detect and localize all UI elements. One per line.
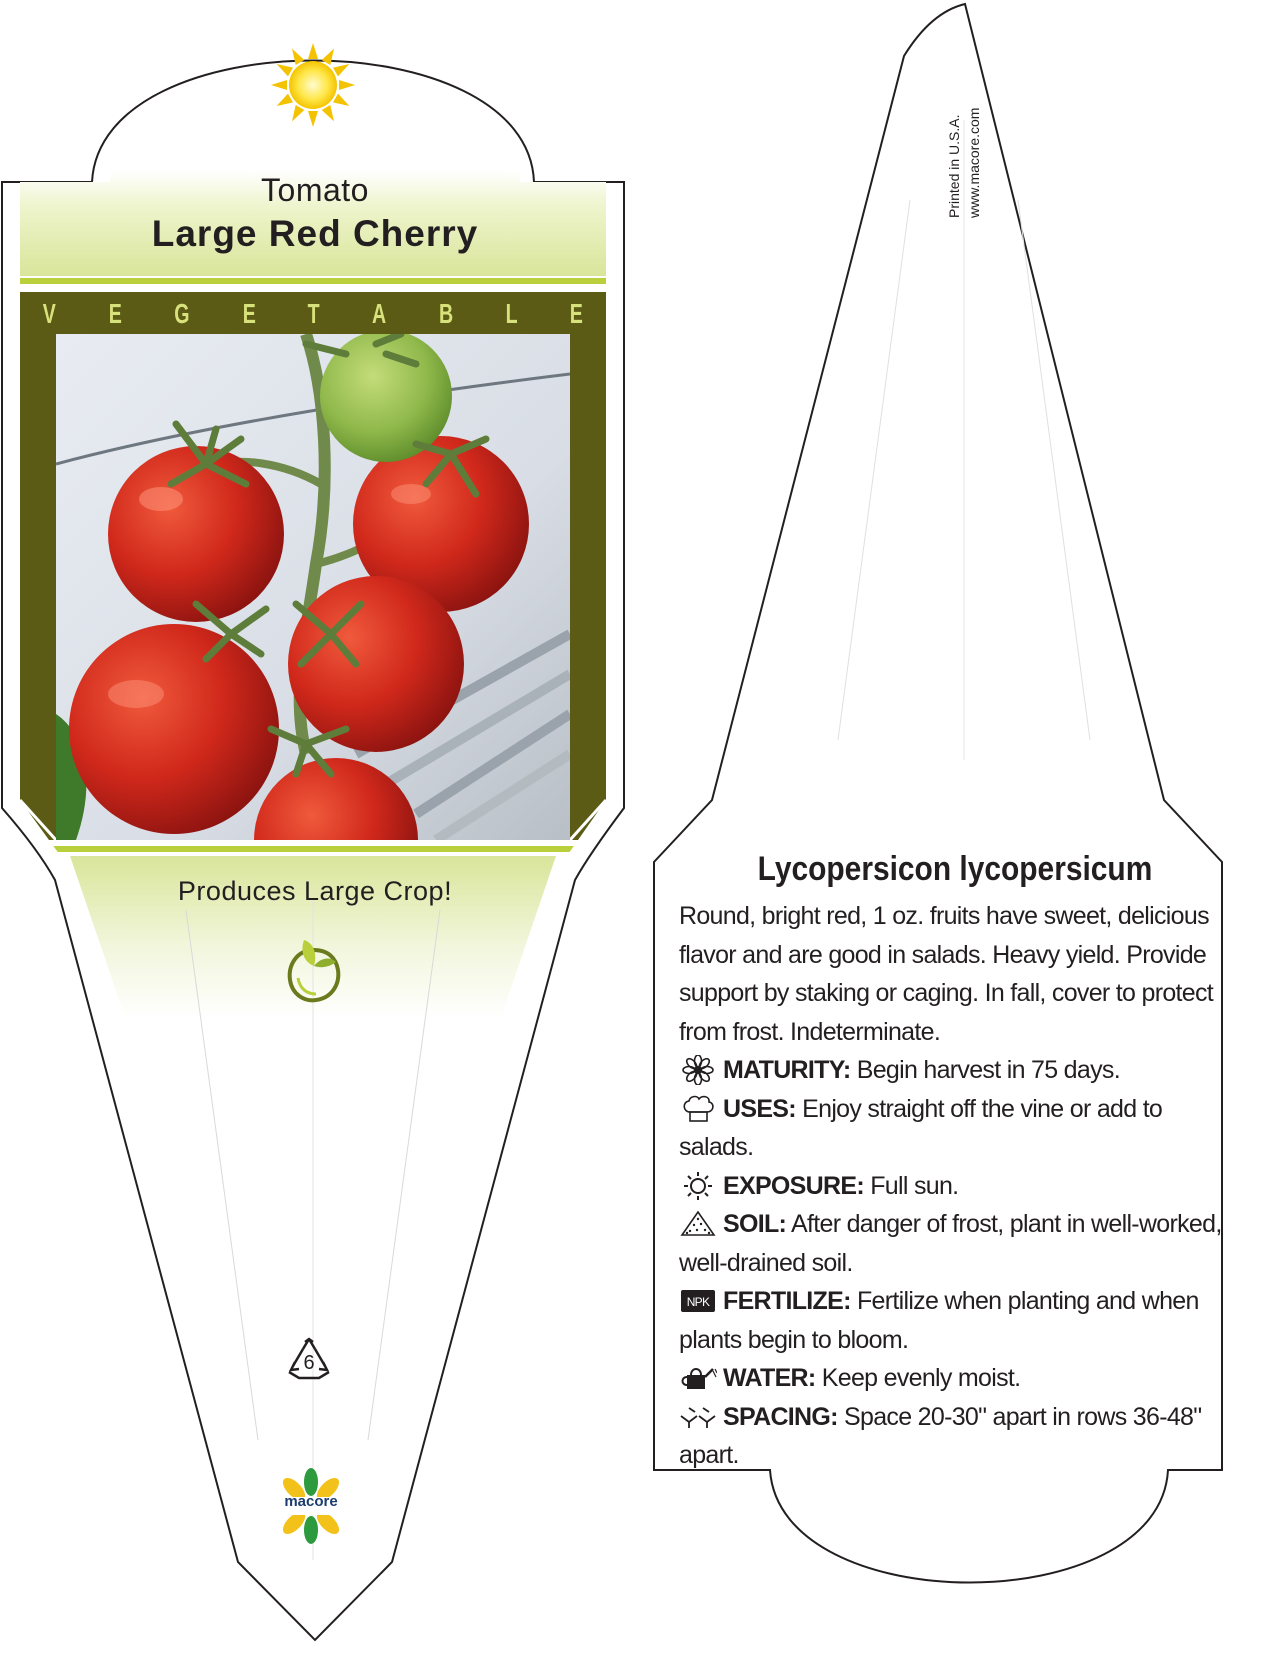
variety-name: Large Red Cherry — [151, 213, 479, 254]
sun-icon — [270, 42, 356, 128]
care-label: FERTILIZE: — [723, 1287, 851, 1315]
seed-icon — [282, 932, 346, 1004]
tomato-photo — [56, 334, 570, 840]
print-info — [944, 48, 982, 218]
banner-letter: T — [307, 298, 320, 329]
care-label: MATURITY: — [723, 1056, 851, 1084]
banner-letter: E — [242, 298, 256, 329]
care-item-maturity — [679, 1051, 1239, 1090]
care-item-exposure — [679, 1167, 1239, 1206]
care-label: WATER: — [723, 1364, 816, 1392]
soil-pile-icon — [679, 1209, 717, 1239]
care-text: Fertilize when planting and when plants begin to bloom. — [679, 1287, 1199, 1354]
brand-name: macore — [284, 1493, 338, 1510]
care-item-uses — [679, 1090, 1239, 1167]
care-item-spacing — [679, 1398, 1239, 1475]
banner-letter: L — [505, 298, 518, 329]
banner-letter: E — [108, 298, 122, 329]
care-text: Space 20-30" apart in rows 36-48" apart. — [679, 1402, 1202, 1469]
description: Round, bright red, 1 oz. fruits have sweet, delicious flavor and are good in salads. Heavy yield. Provide support by staking or caging. In fall, cover to protect from frost. Indeterminate. — [679, 902, 1214, 1046]
banner-letter: G — [174, 298, 190, 329]
care-item-soil — [679, 1205, 1239, 1282]
banner-letter: B — [439, 298, 454, 329]
care-label: SPACING: — [723, 1402, 838, 1431]
category-banner — [20, 296, 606, 332]
care-item-fertilize — [679, 1282, 1239, 1359]
care-label: USES: — [723, 1094, 796, 1123]
care-text: Full sun. — [863, 1171, 959, 1200]
banner-letter: E — [570, 298, 584, 329]
common-name: Tomato — [261, 172, 369, 208]
banner-letter: V — [42, 298, 56, 329]
recycle-number: 6 — [303, 1352, 315, 1374]
tagline: Produces Large Crop! — [177, 876, 453, 906]
banner-letter: A — [372, 298, 387, 329]
care-text: Enjoy straight off the vine or add to salads. — [679, 1094, 1163, 1161]
watering-can-icon — [679, 1363, 717, 1393]
care-text — [679, 897, 1239, 1475]
care-label: EXPOSURE: — [723, 1171, 864, 1200]
care-text: Begin harvest in 75 days. — [850, 1056, 1120, 1084]
flower-icon — [679, 1055, 717, 1085]
npk-icon — [679, 1286, 717, 1316]
website: www.macore.com — [966, 107, 982, 218]
printed-in: Printed in U.S.A. — [946, 114, 962, 218]
recycle-6-icon — [285, 1336, 333, 1382]
seedlings-icon — [679, 1402, 717, 1432]
care-text: Keep evenly moist. — [815, 1364, 1021, 1392]
macore-logo — [268, 1466, 354, 1546]
botanical-name: Lycopersicon lycopersicum — [757, 850, 1153, 888]
care-item-water — [679, 1359, 1239, 1398]
care-text: After danger of frost, plant in well-worked, well-drained soil. — [679, 1210, 1222, 1277]
care-label: SOIL: — [723, 1210, 787, 1238]
npk-label: NPK — [686, 1295, 710, 1309]
chef-hat-icon — [679, 1094, 717, 1124]
sun-outline-icon — [679, 1171, 717, 1201]
